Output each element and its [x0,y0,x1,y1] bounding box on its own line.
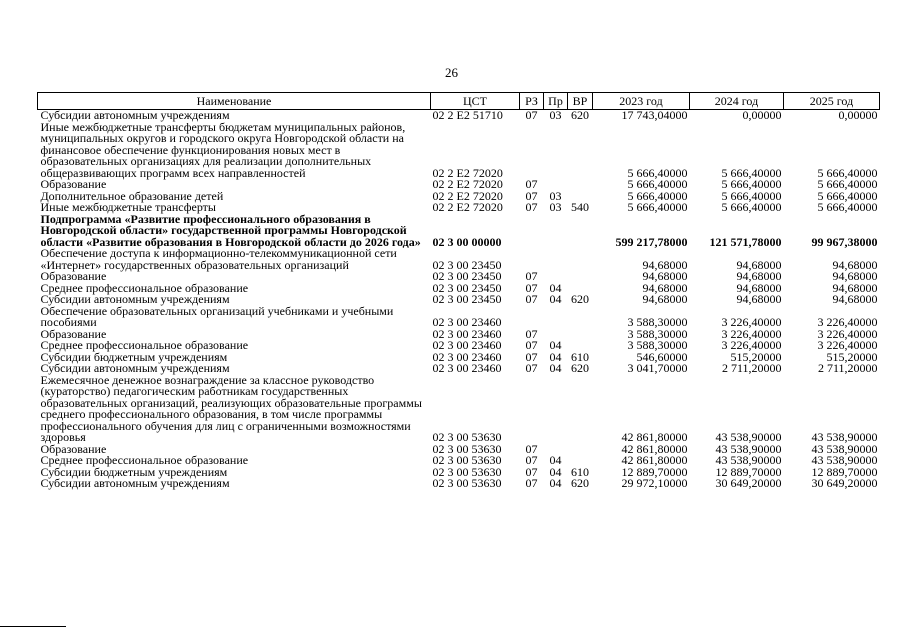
cell-rz: 07 [525,269,538,283]
table-row [38,214,880,249]
cell-2024: 3 226,40000 [721,326,782,341]
cell-cst: 02 3 00 23460 [432,349,502,364]
cell-2024: 43 538,90000 [715,430,782,444]
cell-cst: 02 3 00 23450 [432,269,502,283]
cell-rz: 07 [525,464,538,479]
cell-cst: 02 2 E2 72020 [432,177,503,191]
cell-2025: 43 538,90000 [811,430,878,444]
cell-2025: 30 649,20000 [811,476,878,490]
cell-2024: 30 649,20000 [715,476,782,490]
cell-name: Среднее профессиональное образование [40,338,249,352]
cell-2024: 94,68000 [736,280,782,295]
cell-rz [520,214,544,249]
column-header-2025: 2025 год [784,93,880,110]
cell-vr [568,214,593,249]
cell-cst: 02 3 00 23460 [432,326,502,341]
cell-2025: 94,68000 [832,257,878,272]
cell-name: Обеспечение доступа к информационно-телекоммуникационной сети «Интернет» государственных образовательных организаций [40,246,397,272]
cell-2024: 5 666,40000 [721,188,782,203]
budget-table [37,92,880,490]
cell-rz [520,375,544,444]
cell-name: Образование [40,326,107,341]
column-header-pr: Пр [544,93,568,110]
cell-rz: 07 [525,349,538,364]
cell-2025: 5 666,40000 [817,188,878,203]
cell-name: Образование [40,441,107,456]
cell-2025: 3 226,40000 [817,338,878,352]
cell-vr: 620 [571,476,589,490]
cell-2025: 2 711,20000 [817,361,878,375]
table-row [38,248,880,271]
cell-vr [568,444,593,456]
table-body [38,110,880,490]
footer-divider [0,626,66,627]
cell-vr: 620 [571,361,589,375]
cell-2023: 5 666,40000 [627,188,688,203]
cell-2023: 94,68000 [642,280,688,295]
cell-2024: 3 226,40000 [721,315,782,329]
cell-2025: 94,68000 [832,292,878,306]
cell-pr: 04 [549,464,562,479]
cell-2024: 43 538,90000 [715,453,782,467]
table-row [38,306,880,329]
cell-2024: 3 226,40000 [721,338,782,352]
cell-name: Субсидии автономным учреждениям [40,476,230,490]
cell-2025: 43 538,90000 [811,453,878,467]
cell-pr [544,248,568,271]
cell-cst: 02 3 00 23450 [432,292,502,306]
cell-vr: 610 [571,349,589,364]
column-header-cst: ЦСТ [431,93,520,110]
cell-rz [520,248,544,271]
cell-2025: 12 889,70000 [811,464,878,479]
cell-2024: 121 571,78000 [709,234,782,249]
cell-vr: 540 [571,200,589,214]
cell-name: Обеспечение образовательных организаций учебниками и учебными пособиями [40,303,394,329]
cell-2023: 3 588,30000 [627,315,688,329]
cell-rz: 07 [525,338,538,352]
cell-vr [568,271,593,283]
cell-2023: 17 743,04000 [621,108,688,122]
table-row [38,375,880,444]
cell-cst: 02 3 00 23460 [432,315,502,329]
cell-cst: 02 3 00 53630 [432,476,502,490]
cell-name: Ежемесячное денежное вознаграждение за классное руководство (кураторство) педагогическим работникам государственных образовательных организаций, реализующих образовательные программы среднего профессионального образования, в том числе программы профессионального обучения для лиц с ограниченными возможностями здоровья [40,372,422,444]
cell-rz: 07 [525,453,538,467]
cell-name: Субсидии автономным учреждениям [40,108,230,122]
cell-name: Дополнительное образование детей [40,188,224,203]
cell-rz: 07 [525,361,538,375]
cell-cst: 02 2 E2 72020 [432,165,503,180]
cell-name: Среднее профессиональное образование [40,280,249,295]
cell-2024: 43 538,90000 [715,441,782,456]
cell-name: Субсидии автономным учреждениям [40,292,230,306]
cell-pr [544,214,568,249]
cell-vr [568,375,593,444]
cell-2025: 43 538,90000 [811,441,878,456]
cell-2023: 546,60000 [636,349,688,364]
cell-cst: 02 3 00 00000 [432,234,502,249]
cell-vr [568,306,593,329]
cell-2025: 99 967,38000 [811,234,878,249]
cell-2024: 12 889,70000 [715,464,782,479]
cell-vr [568,179,593,191]
cell-rz: 07 [525,188,538,203]
cell-2024: 94,68000 [736,257,782,272]
cell-2024: 2 711,20000 [721,361,782,375]
cell-pr: 04 [549,338,562,352]
cell-vr: 610 [571,464,589,479]
cell-cst: 02 3 00 53630 [432,453,502,467]
cell-vr: 620 [571,108,589,122]
cell-cst: 02 2 E2 72020 [432,188,503,203]
cell-pr: 03 [549,200,562,214]
cell-2023: 5 666,40000 [627,200,688,214]
column-header-rz: РЗ [520,93,544,110]
cell-name: Образование [40,177,107,191]
cell-2025: 3 226,40000 [817,315,878,329]
cell-2025: 0,00000 [838,108,878,122]
cell-2023: 3 588,30000 [627,326,688,341]
cell-pr: 03 [549,188,562,203]
column-header-2024: 2024 год [690,93,784,110]
cell-rz: 07 [525,441,538,456]
cell-name: Иные межбюджетные трансферты бюджетам муниципальных районов, муниципальных округов и городского округа Новгородской области на финансовое обеспечение функционирования новых мест в образовательных организациях для реализации дополнительных общеразвивающих программ всех направленностей [40,119,406,180]
cell-pr [544,122,568,180]
cell-2024: 0,00000 [742,108,782,122]
table-row [38,122,880,180]
cell-name: Субсидии автономным учреждениям [40,361,230,375]
cell-2025: 515,20000 [826,349,878,364]
column-header-name: Наименование [38,93,431,110]
cell-2024: 5 666,40000 [721,200,782,214]
cell-2024: 5 666,40000 [721,165,782,180]
cell-name: Субсидии бюджетным учреждениям [40,349,228,364]
cell-pr: 04 [549,361,562,375]
cell-cst: 02 2 E2 72020 [432,200,503,214]
cell-rz: 07 [525,326,538,341]
cell-2023: 94,68000 [642,292,688,306]
cell-2023: 5 666,40000 [627,165,688,180]
cell-2025: 3 226,40000 [817,326,878,341]
cell-rz: 07 [525,280,538,295]
cell-pr: 04 [549,476,562,490]
cell-name: Образование [40,269,107,283]
cell-rz: 07 [525,200,538,214]
cell-2023: 42 861,80000 [621,430,688,444]
cell-2023: 42 861,80000 [621,453,688,467]
cell-2024: 94,68000 [736,269,782,283]
cell-2024: 94,68000 [736,292,782,306]
page-number: 26 [445,65,458,80]
cell-2023: 29 972,10000 [621,476,688,490]
cell-pr [544,306,568,329]
column-header-2023: 2023 год [593,93,690,110]
cell-2025: 94,68000 [832,280,878,295]
cell-rz [520,306,544,329]
cell-name: Субсидии бюджетным учреждениям [40,464,228,479]
cell-pr: 04 [549,292,562,306]
cell-cst: 02 2 E2 51710 [432,108,503,122]
cell-cst: 02 3 00 53630 [432,464,502,479]
cell-cst: 02 3 00 23460 [432,361,502,375]
cell-2023: 94,68000 [642,269,688,283]
cell-vr [568,122,593,180]
cell-cst: 02 3 00 23450 [432,257,502,272]
cell-2024: 515,20000 [730,349,782,364]
cell-2023: 3 588,30000 [627,338,688,352]
cell-2025: 5 666,40000 [817,165,878,180]
table-row [38,478,880,490]
cell-rz [520,122,544,180]
cell-2023: 5 666,40000 [627,177,688,191]
cell-name: Иные межбюджетные трансферты [40,200,216,214]
cell-rz: 07 [525,292,538,306]
cell-pr: 04 [549,349,562,364]
cell-pr: 04 [549,453,562,467]
cell-vr: 620 [571,292,589,306]
cell-name: Подпрограмма «Развитие профессионального образования в Новгородской области» государственной программы Новгородской области «Развитие образования в Новгородской области до 2026 года» [40,211,421,249]
cell-pr: 03 [549,108,562,122]
cell-pr [544,375,568,444]
cell-name: Среднее профессиональное образование [40,453,249,467]
cell-cst: 02 3 00 23450 [432,280,502,295]
cell-rz: 07 [525,476,538,490]
cell-2023: 599 217,78000 [615,234,688,249]
cell-rz: 07 [525,177,538,191]
cell-2023: 94,68000 [642,257,688,272]
cell-2025: 5 666,40000 [817,200,878,214]
cell-cst: 02 3 00 23460 [432,338,502,352]
cell-cst: 02 3 00 53630 [432,430,502,444]
cell-2023: 3 041,70000 [627,361,688,375]
cell-vr [568,248,593,271]
cell-2025: 94,68000 [832,269,878,283]
cell-cst: 02 3 00 53630 [432,441,502,456]
cell-2024: 5 666,40000 [721,177,782,191]
cell-pr: 04 [549,280,562,295]
column-header-vr: ВР [568,93,593,110]
table-header-row [38,93,880,110]
cell-vr [568,329,593,341]
cell-2023: 12 889,70000 [621,464,688,479]
cell-rz: 07 [525,108,538,122]
cell-2025: 5 666,40000 [817,177,878,191]
cell-2023: 42 861,80000 [621,441,688,456]
